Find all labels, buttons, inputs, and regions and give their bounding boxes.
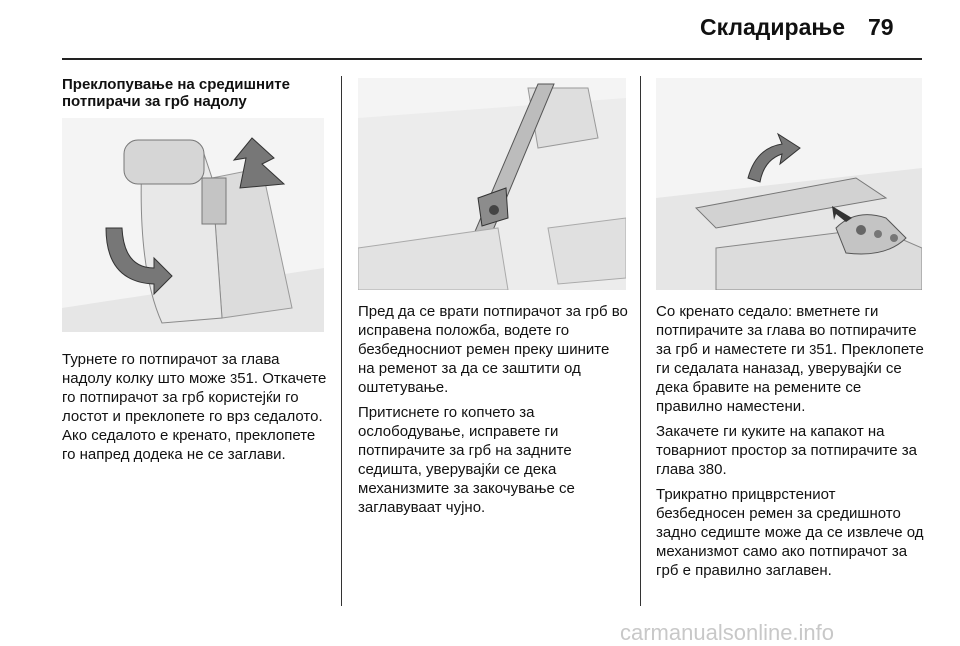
figure-backrest-raise: [656, 78, 922, 290]
watermark: carmanualsonline.info: [620, 620, 835, 645]
column-divider-1: [341, 76, 342, 606]
section-heading: Преклопување на средишните потпирачи за грб надолу: [62, 76, 290, 110]
header-rule: [62, 58, 922, 60]
col2-paragraph-1: Пред да се врати потпирачот за грб во исправена положба, водете го безбедносниот ремен преку шините на ременот за да се заштити од оштетување.: [358, 303, 628, 396]
column-divider-2: [640, 76, 641, 606]
page-ref-link[interactable]: 51: [237, 370, 254, 387]
page-ref-icon: 3: [229, 371, 238, 386]
page-number: 79: [868, 14, 894, 40]
col1-paragraph: Турнете го потпирачот за глава надолу колку што може 351. Откачете го потпирачот за грб користејќи го лостот и преклопете го врз седалото. Ако седалото е кренато, преклопете го напред додека не се заглави.: [62, 351, 327, 463]
page-ref-link[interactable]: 51: [816, 341, 833, 358]
col2-paragraph-2: Притиснете го копчето за ослободување, исправете ги потпирачите за грб на задните седишта, уверувајќи се дека механизмите за закочување се заглавуваат чујно.: [358, 404, 575, 516]
col3-paragraph-3: Трикратно прицврстениот безбедносен ремен за средишното задно седиште може да се извлече од механизмот само ако потпирачот за грб е правилно заглавен.: [656, 486, 924, 579]
page-ref-link[interactable]: 80: [705, 461, 723, 478]
col3-text: [656, 302, 926, 586]
page-ref-icon: 3: [698, 462, 706, 477]
col3-paragraph-1: Со кренато седало: вметнете ги потпирачите за глава во потпирачите за грб и наместете ги 351. Преклопете ги седалата наназад, уверувајќи се дека бравите на ремените се правилно наместени.: [656, 303, 924, 415]
page-header-title: Складирање: [700, 14, 846, 40]
figure-headrest-fold: [62, 118, 324, 332]
page-ref-icon: 3: [809, 342, 817, 357]
figure-seatbelt-guide: [358, 78, 626, 290]
col3-paragraph-2: Закачете ги куките на капакот на товарниот простор за потпирачите за глава 380.: [656, 423, 917, 478]
col2-text: [358, 302, 628, 523]
